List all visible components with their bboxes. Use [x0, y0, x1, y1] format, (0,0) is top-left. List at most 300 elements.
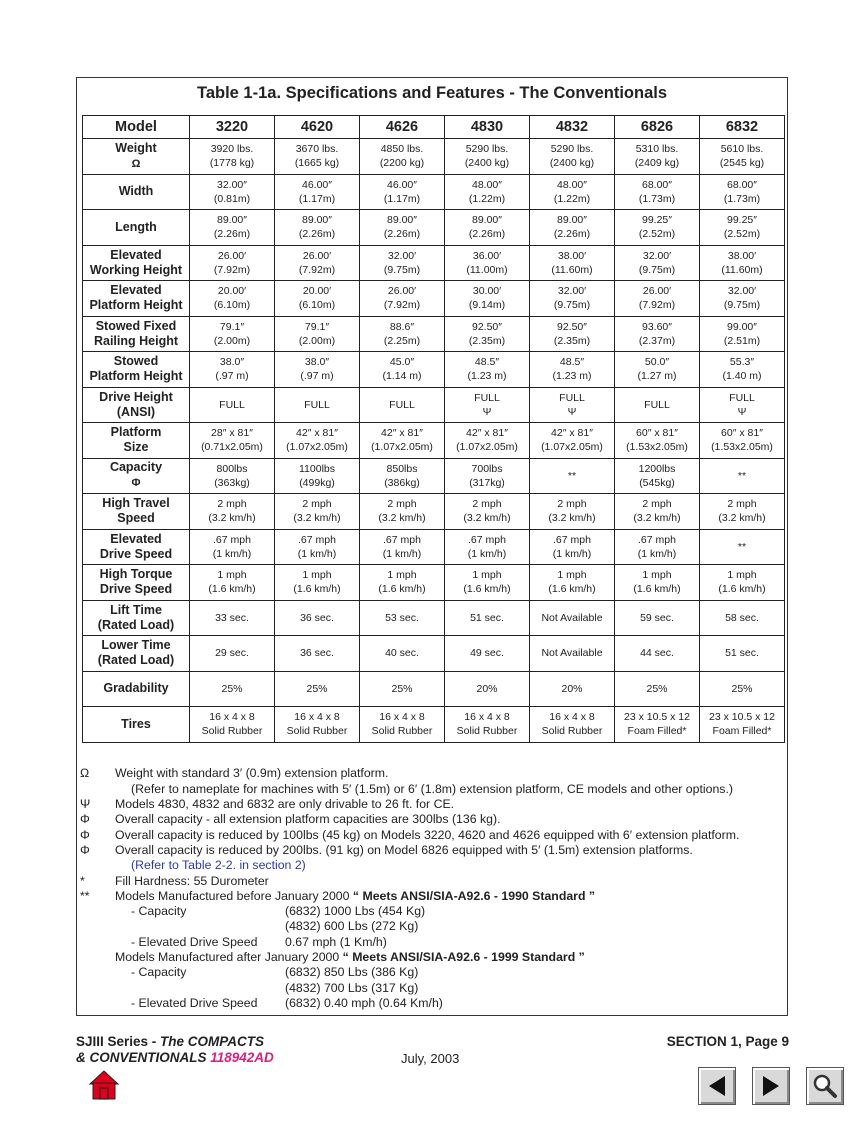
- cell-value: (3.2 km/h): [293, 512, 341, 525]
- before-capacity-4832: (4832) 600 Lbs (272 Kg): [285, 919, 419, 933]
- row-label: [83, 387, 190, 423]
- table-cell: [360, 636, 445, 672]
- cell-value: (2.26m): [553, 228, 591, 241]
- cell-value: 25%: [646, 682, 668, 695]
- cell-value: (1.22m): [468, 192, 506, 205]
- after-capacity-4832: (4832) 700 Lbs (317 Kg): [285, 981, 419, 995]
- cell-value: (1.6 km/h): [548, 583, 596, 596]
- cell-value: (2.52m): [638, 228, 676, 241]
- cell-value: 26.00′: [387, 285, 417, 298]
- footer-line2: [76, 1050, 274, 1065]
- row-label: [83, 281, 190, 317]
- spec-table: [82, 115, 785, 743]
- cell-value: (9.75m): [553, 299, 591, 312]
- table-cell: [190, 210, 275, 246]
- previous-page-button[interactable]: [698, 1067, 736, 1105]
- table-cell: [360, 316, 445, 352]
- cell-value: (1 km/h): [297, 547, 337, 560]
- cell-value: 700lbs: [471, 462, 503, 475]
- cell-value: (0.81m): [213, 192, 251, 205]
- model-header-cell: 3220: [190, 116, 275, 139]
- table-cell: [615, 494, 700, 530]
- after-capacity-label: - Capacity: [131, 965, 187, 979]
- cell-value: 36.00′: [472, 249, 502, 262]
- cell-value: 2 mph: [472, 498, 502, 511]
- cell-value: (3.2 km/h): [633, 512, 681, 525]
- note-before-standard: “ Meets ANSI/SIA-A92.6 - 1990 Standard ”: [352, 889, 596, 903]
- document-number: 118942AD: [210, 1050, 274, 1065]
- table-cell: [530, 671, 615, 707]
- model-header-cell: 4832: [530, 116, 615, 139]
- row-label-text: Tires: [121, 716, 151, 731]
- table-row: [83, 671, 785, 707]
- cell-value: 2 mph: [302, 498, 332, 511]
- note-symbol: Φ: [80, 828, 90, 842]
- row-label-line: (Rated Load): [97, 617, 175, 632]
- cell-value: 2 mph: [387, 498, 417, 511]
- footer-date: July, 2003: [401, 1051, 460, 1066]
- row-label-line: Platform Height: [89, 369, 183, 384]
- cell-value: 850lbs: [386, 462, 418, 475]
- cell-value: Foam Filled*: [627, 725, 687, 738]
- note-symbol: Φ: [80, 812, 90, 826]
- cell-value: (1.27 m): [637, 370, 677, 383]
- cell-value: 79.1″: [304, 320, 330, 333]
- cell-value: 53 sec.: [385, 611, 419, 624]
- cell-value: (2.35m): [468, 334, 506, 347]
- note-capacity-reduced: Overall capacity is reduced by 100lbs (45 kg) on Models 3220, 4620 and 4626 equipped with 6′ extension platform.: [115, 828, 740, 842]
- table-cell: [530, 139, 615, 175]
- cell-value: 1 mph: [387, 569, 417, 582]
- cell-value: 92.50″: [472, 320, 502, 333]
- row-label: [83, 316, 190, 352]
- table-cell: [275, 352, 360, 388]
- before-capacity-6832: (6832) 1000 Lbs (454 Kg): [285, 904, 426, 918]
- cell-value: Solid Rubber: [371, 725, 433, 738]
- table-cell: [445, 529, 530, 565]
- cell-value: Ψ: [737, 405, 747, 418]
- cell-value: (9.75m): [638, 263, 676, 276]
- row-label: [83, 210, 190, 246]
- magnifier-icon: [807, 1068, 843, 1104]
- cell-value: 92.50″: [557, 320, 587, 333]
- cell-value: 42″ x 81″: [381, 427, 423, 440]
- table-cell: [615, 210, 700, 246]
- row-label-text: Width: [118, 184, 154, 199]
- cell-value: (3.2 km/h): [463, 512, 511, 525]
- table-cell: [190, 671, 275, 707]
- cell-value: 1 mph: [557, 569, 587, 582]
- cell-value: (1 km/h): [212, 547, 252, 560]
- cell-value: (1.17m): [298, 192, 336, 205]
- note-symbol: Φ: [80, 843, 90, 857]
- table-cell: [700, 529, 785, 565]
- footer-section: SECTION 1, Page 9: [666, 1034, 789, 1049]
- cell-value: 1 mph: [472, 569, 502, 582]
- table-cell: [615, 423, 700, 459]
- cell-value: 89.00″: [387, 214, 417, 227]
- table-cell: [700, 458, 785, 494]
- row-label: [83, 174, 190, 210]
- cell-value: 1 mph: [642, 569, 672, 582]
- note-before-2000: [115, 889, 595, 903]
- table-cell: [615, 565, 700, 601]
- cell-value: 49 sec.: [470, 647, 504, 660]
- cell-value: (1.14 m): [382, 370, 422, 383]
- note-symbol: Ω: [80, 766, 90, 780]
- row-label-text: Stowed: [113, 354, 159, 369]
- cell-value: (1778 kg): [209, 157, 255, 170]
- cell-value: 89.00″: [472, 214, 502, 227]
- cell-value: (1.73m): [638, 192, 676, 205]
- cell-value: 1100lbs: [298, 462, 335, 475]
- table-row: [83, 210, 785, 246]
- row-label: [83, 352, 190, 388]
- cell-value: Solid Rubber: [201, 725, 263, 738]
- table-cell: [700, 387, 785, 423]
- cell-value: 32.00′: [557, 285, 587, 298]
- row-label-line: Railing Height: [93, 333, 179, 348]
- spec-table-frame: [76, 77, 788, 1016]
- cell-value: 46.00″: [302, 178, 332, 191]
- table-cell: [700, 494, 785, 530]
- cell-value: (2.37m): [638, 334, 676, 347]
- cell-value: 50.0″: [644, 356, 670, 369]
- cell-value: .67 mph: [383, 533, 421, 546]
- cell-value: Foam Filled*: [712, 725, 772, 738]
- note-drive-height: Models 4830, 4832 and 6832 are only drivable to 26 ft. for CE.: [115, 797, 455, 811]
- note-weight-sub: (Refer to nameplate for machines with 5′ (1.5m) or 6′ (1.8m) extension platform, CE models and other options.): [131, 782, 733, 796]
- cell-value: 33 sec.: [215, 611, 249, 624]
- cell-value: (2409 kg): [634, 157, 680, 170]
- cell-value: (2.51m): [723, 334, 761, 347]
- cell-value: .67 mph: [468, 533, 506, 546]
- before-eds-value: 0.67 mph (1 Km/h): [285, 935, 387, 949]
- cell-value: (1.07x2.05m): [371, 441, 433, 454]
- row-label-text: Gradability: [103, 681, 169, 696]
- cell-value: Ψ: [482, 405, 492, 418]
- table-cell: [190, 565, 275, 601]
- table-cell: [530, 245, 615, 281]
- cell-value: 16 x 4 x 8: [379, 711, 425, 724]
- cell-value: 68.00″: [727, 178, 757, 191]
- table-cell: [700, 139, 785, 175]
- cell-value: (9.14m): [468, 299, 506, 312]
- home-button[interactable]: [89, 1070, 119, 1100]
- cell-value: (6.10m): [213, 299, 251, 312]
- table-cell: [190, 529, 275, 565]
- cell-value: (7.92m): [638, 299, 676, 312]
- cell-value: Ψ: [567, 405, 577, 418]
- cell-value: 32.00″: [217, 178, 247, 191]
- cell-value: (11.60m): [721, 263, 763, 276]
- cell-value: (1.17m): [383, 192, 421, 205]
- table-cell: [190, 316, 275, 352]
- row-label: [83, 139, 190, 175]
- table-cell: [275, 139, 360, 175]
- cell-value: 89.00″: [217, 214, 247, 227]
- table-cell: [190, 352, 275, 388]
- table-cell: [275, 707, 360, 743]
- row-label-line: (ANSI): [116, 404, 156, 419]
- table-cell: [530, 387, 615, 423]
- cell-value: (0.71x2.05m): [201, 441, 263, 454]
- cell-value: Not Available: [541, 611, 603, 624]
- table-cell: [615, 671, 700, 707]
- table-cell: [445, 387, 530, 423]
- table-cell: [190, 494, 275, 530]
- table-cell: [700, 636, 785, 672]
- cell-value: (1 km/h): [382, 547, 422, 560]
- cell-value: .67 mph: [213, 533, 251, 546]
- row-label-text: Elevated: [110, 531, 162, 546]
- cell-value: (.97 m): [215, 370, 249, 383]
- table-cell: [360, 139, 445, 175]
- table-cell: [360, 281, 445, 317]
- table-cell: [360, 529, 445, 565]
- cell-value: 40 sec.: [385, 647, 419, 660]
- table-cell: [275, 281, 360, 317]
- table-cell: [615, 316, 700, 352]
- next-page-button[interactable]: [752, 1067, 790, 1105]
- row-label-line: Platform Height: [89, 298, 183, 313]
- table-cell: [445, 423, 530, 459]
- table-cell: [360, 210, 445, 246]
- row-label-text: Capacity: [109, 460, 163, 475]
- table-title: Table 1-1a. Specifications and Features - The Conventionals: [196, 84, 668, 102]
- cell-value: (2545 kg): [719, 157, 765, 170]
- cell-value: 89.00″: [302, 214, 332, 227]
- cell-value: (9.75m): [723, 299, 761, 312]
- cell-value: 1 mph: [302, 569, 332, 582]
- cell-value: 38.00′: [557, 249, 587, 262]
- cell-value: FULL: [644, 398, 670, 411]
- note-capacity: Overall capacity - all extension platform capacities are 300lbs (136 kg).: [115, 812, 501, 826]
- table-cell: [615, 352, 700, 388]
- cell-value: (11.00m): [466, 263, 508, 276]
- row-label-text: Lift Time: [110, 602, 162, 617]
- table-cell: [530, 174, 615, 210]
- cell-value: (1.53x2.05m): [626, 441, 688, 454]
- cell-value: 3670 lbs.: [295, 143, 339, 156]
- cell-value: (1.73m): [723, 192, 761, 205]
- row-label-line: Size: [123, 440, 149, 455]
- table-cell: [615, 458, 700, 494]
- table-cell: [530, 494, 615, 530]
- model-header-cell: 6832: [700, 116, 785, 139]
- table-row: [83, 494, 785, 530]
- note-fill-hardness: Fill Hardness: 55 Durometer: [115, 874, 269, 888]
- cell-value: (1.6 km/h): [463, 583, 511, 596]
- row-label: [83, 458, 190, 494]
- cell-value: 1 mph: [727, 569, 757, 582]
- table-row: [83, 565, 785, 601]
- table-cell: [700, 316, 785, 352]
- row-label-text: Platform: [110, 425, 162, 440]
- cell-value: FULL: [304, 398, 330, 411]
- cell-value: (545kg): [639, 476, 675, 489]
- table-cell: [445, 174, 530, 210]
- cell-value: 29 sec.: [215, 647, 249, 660]
- cell-value: 25%: [221, 682, 243, 695]
- table-cell: [615, 636, 700, 672]
- cell-value: Solid Rubber: [286, 725, 348, 738]
- table-cell: [615, 387, 700, 423]
- row-label: [83, 423, 190, 459]
- cell-value: (386kg): [384, 476, 420, 489]
- note-symbol: **: [80, 889, 90, 903]
- table-cell: [615, 139, 700, 175]
- cell-value: 44 sec.: [640, 647, 674, 660]
- row-label: [83, 707, 190, 743]
- cell-value: 2 mph: [217, 498, 247, 511]
- model-header: Model: [83, 116, 190, 139]
- cell-value: 28″ x 81″: [211, 427, 253, 440]
- table-cell: [530, 529, 615, 565]
- model-header-cell: 4830: [445, 116, 530, 139]
- cell-value: (2.52m): [723, 228, 761, 241]
- cell-value: 20%: [561, 682, 583, 695]
- cell-value: (3.2 km/h): [548, 512, 596, 525]
- cell-value: (2400 kg): [464, 157, 510, 170]
- table-cell: [360, 245, 445, 281]
- table-row: [83, 174, 785, 210]
- cell-value: 2 mph: [642, 498, 672, 511]
- table-cell: [445, 139, 530, 175]
- table-cell: [615, 529, 700, 565]
- table-cell: [190, 174, 275, 210]
- cell-value: (2.00m): [298, 334, 336, 347]
- footer-series-prefix: SJIII Series -: [76, 1034, 161, 1049]
- note-symbol: Ψ: [80, 797, 91, 811]
- cell-value: (11.60m): [551, 263, 593, 276]
- cell-value: 48.5″: [559, 356, 585, 369]
- table-cell: [275, 636, 360, 672]
- note-before-prefix: Models Manufactured before January 2000: [115, 889, 353, 903]
- row-label-line: Drive Speed: [99, 546, 173, 561]
- cell-value: 48.00″: [557, 178, 587, 191]
- cell-value: 32.00′: [642, 249, 672, 262]
- cell-value: FULL: [729, 391, 755, 404]
- table-cell: [445, 245, 530, 281]
- cell-value: (2.26m): [468, 228, 506, 241]
- cell-value: 45.0″: [389, 356, 415, 369]
- table-cell: [445, 316, 530, 352]
- cell-value: 46.00″: [387, 178, 417, 191]
- cell-value: 1 mph: [217, 569, 247, 582]
- cell-value: (2400 kg): [549, 157, 595, 170]
- cell-value: (2200 kg): [379, 157, 425, 170]
- table-cell: [530, 565, 615, 601]
- row-label: [83, 245, 190, 281]
- table-cell: [700, 174, 785, 210]
- cell-value: (1 km/h): [552, 547, 592, 560]
- cell-value: 79.1″: [219, 320, 245, 333]
- table-cell: [275, 458, 360, 494]
- table-cell: [360, 458, 445, 494]
- cell-value: (317kg): [469, 476, 505, 489]
- cell-value: FULL: [389, 398, 415, 411]
- row-label-text: Stowed Fixed: [95, 318, 177, 333]
- table-cell: [190, 281, 275, 317]
- cell-value: (363kg): [214, 476, 250, 489]
- note-weight: Weight with standard 3′ (0.9m) extension platform.: [115, 766, 389, 780]
- cell-value: (1.6 km/h): [718, 583, 766, 596]
- cell-value: **: [737, 469, 747, 482]
- table-cell: [275, 316, 360, 352]
- cell-value: (1 km/h): [467, 547, 507, 560]
- cell-value: (3.2 km/h): [718, 512, 766, 525]
- table-row: [83, 707, 785, 743]
- cell-value: (9.75m): [383, 263, 421, 276]
- cell-value: 23 x 10.5 x 12: [624, 711, 690, 724]
- table-row: [83, 529, 785, 565]
- before-eds-label: - Elevated Drive Speed: [131, 935, 258, 949]
- cell-value: 48.5″: [474, 356, 500, 369]
- cell-value: 25%: [731, 682, 753, 695]
- table-cell: [275, 565, 360, 601]
- note-symbol: *: [80, 874, 85, 888]
- table-cell: [615, 245, 700, 281]
- note-after-prefix: Models Manufactured after January 2000: [115, 950, 343, 964]
- table-cell: [445, 458, 530, 494]
- cell-value: (2.26m): [383, 228, 421, 241]
- table-cell: [530, 316, 615, 352]
- cell-value: 89.00″: [557, 214, 587, 227]
- table-cell: [190, 245, 275, 281]
- cell-value: (2.26m): [298, 228, 336, 241]
- table-cell: [615, 600, 700, 636]
- table-cell: [360, 387, 445, 423]
- cell-value: Solid Rubber: [541, 725, 603, 738]
- model-header-cell: 6826: [615, 116, 700, 139]
- table-cell: [700, 210, 785, 246]
- cell-value: 5290 lbs.: [550, 143, 594, 156]
- cell-value: 51 sec.: [470, 611, 504, 624]
- table-cell: [190, 707, 275, 743]
- table-cell: [190, 139, 275, 175]
- cell-value: (7.92m): [298, 263, 336, 276]
- cell-value: 51 sec.: [725, 647, 759, 660]
- cell-value: 36 sec.: [300, 611, 334, 624]
- row-label: [83, 494, 190, 530]
- table-cell: [360, 423, 445, 459]
- search-button[interactable]: [806, 1067, 844, 1105]
- table-reference-link[interactable]: (Refer to Table 2-2. in section 2): [131, 858, 306, 872]
- cell-value: (2.35m): [553, 334, 591, 347]
- model-header-cell: 4620: [275, 116, 360, 139]
- cell-value: .67 mph: [298, 533, 336, 546]
- table-cell: [360, 565, 445, 601]
- row-label: [83, 565, 190, 601]
- footer-series: [76, 1034, 264, 1049]
- cell-value: (1.53x2.05m): [711, 441, 773, 454]
- cell-value: 32.00′: [387, 249, 417, 262]
- table-cell: [275, 600, 360, 636]
- table-cell: [530, 210, 615, 246]
- cell-value: 16 x 4 x 8: [294, 711, 340, 724]
- table-cell: [190, 458, 275, 494]
- row-label-text: Length: [115, 219, 157, 234]
- cell-value: 25%: [306, 682, 328, 695]
- table-cell: [445, 636, 530, 672]
- row-label-line: Working Height: [89, 262, 183, 277]
- row-label-text: Lower Time: [101, 638, 171, 653]
- table-cell: [275, 245, 360, 281]
- footer-conventionals: & CONVENTIONALS: [76, 1050, 211, 1065]
- cell-value: Solid Rubber: [456, 725, 518, 738]
- footer-series-italic: The COMPACTS: [160, 1034, 265, 1049]
